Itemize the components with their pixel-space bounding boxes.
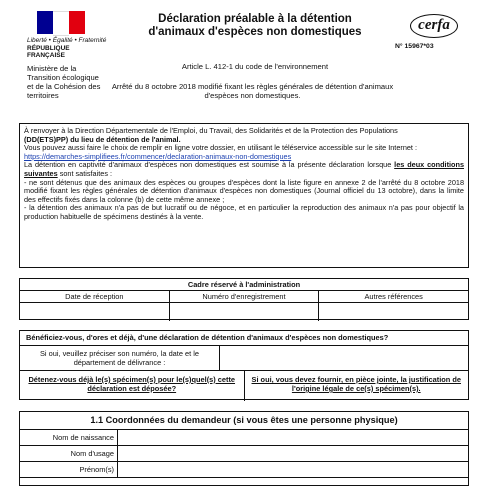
legal-article: Article L. 412-1 du code de l'environnement [181,62,329,71]
condition-2: - la détention des animaux n'a pas de but lucratif ou de négoce, et en particulier la reproduction des animaux n'a pas pour objectif la production habituelle de spécimens destinés à la vente. [24,203,464,221]
applicant-coordinates-title: 1.1 Coordonnées du demandeur (si vous êtes une personne physique) [20,412,468,430]
date-reception-field [20,303,170,321]
republic-name: RÉPUBLIQUE FRANÇAISE [27,45,70,59]
condition-1: - ne sont détenus que des animaux des espèces ou groupes d'espèces dont la liste figure en annexe 2 de l'arrêté du 8 octobre 2018 modifié fixant les règles générales de détention d'animaux d'espèces non domestiques (Journal officiel du 13 octobre), dans la limite des effectifs fixés dans la colonne (b) de cette même annexe ; [24,177,464,204]
declaration-details-label: Si oui, veuillez préciser son numéro, la date et le département de délivrance : [20,346,220,370]
numero-enregistrement-field [170,303,320,321]
form-title [120,13,390,39]
form-title-line1: Déclaration préalable à la détention [158,13,352,25]
first-names-label: Prénom(s) [20,462,118,477]
form-title-line2: d'animaux d'espèces non domestiques [148,26,362,38]
return-address-bold: (DD(ETS)PP) du lieu de détention de l'animal. [24,134,181,144]
col-numero-enregistrement: Numéro d'enregistrement [170,291,320,302]
legal-arrete: Arrêté du 8 octobre 2018 modifié fixant les règles générales de détention d'animaux d'espèces non domestiques. [111,82,394,100]
ministry-name: Ministère de la Transition écologique et de la Cohésion des territoires [27,64,101,100]
admin-frame-title: Cadre réservé à l'administration [20,279,468,291]
conditions-intro: La détention en captivité d'animaux d'espèces non domestiques est soumise à la présente déclaration lorsque les deux conditions suivantes sont satisfaites : [24,160,465,178]
first-names-field[interactable] [118,462,468,477]
flag-red-band [69,11,85,34]
applicant-coordinates-section [19,411,469,486]
col-autres-references: Autres références [364,292,423,301]
usage-name-field[interactable] [118,446,468,461]
specimens-held-question: Détenez-vous déjà le(s) spécimen(s) pour le(s)quel(s) cette déclaration est déposée? [20,371,245,401]
instructions-box [19,123,469,268]
usage-name-label: Nom d'usage [20,446,118,461]
flag-white-band [53,11,69,36]
existing-declaration-section [19,330,469,400]
legal-origin-justification-note: Si oui, vous devez fournir, en pièce jointe, la justification de l'origine légale de ce(s) spécimen(s). [251,375,461,393]
autres-references-field [319,303,468,321]
teleservice-link[interactable]: https://demarches-simplifiees.fr/commencer/declaration-animaux-non-domestiques [24,151,292,161]
flag-blue-band [37,11,53,34]
admin-reserved-frame [19,278,469,320]
existing-declaration-question: Bénéficiez-vous, d'ores et déjà, d'une déclaration de détention d'animaux d'espèces non domestiques? [20,331,468,346]
cerfa-number: N° 15967*03 [395,43,434,50]
cerfa-logo: cerfa [410,14,458,38]
declaration-details-field[interactable] [220,346,468,370]
birth-name-label: Nom de naissance [20,430,118,445]
col-date-reception: Date de réception [20,291,170,302]
republic-motto: Liberté • Égalité • Fraternité [27,37,107,44]
online-option-text: Vous pouvez aussi faire le choix de remplir en ligne votre dossier, en utilisant le téléservice accessible sur le site Internet : [24,143,418,153]
return-address: À renvoyer à la Direction Départementale de l'Emploi, du Travail, des Solidarités et de la Protection des Populations [24,126,398,135]
birth-name-field[interactable] [118,430,468,445]
republique-francaise-flag [37,11,85,34]
conditions-emphasis: les deux conditions suivantes [24,160,465,178]
